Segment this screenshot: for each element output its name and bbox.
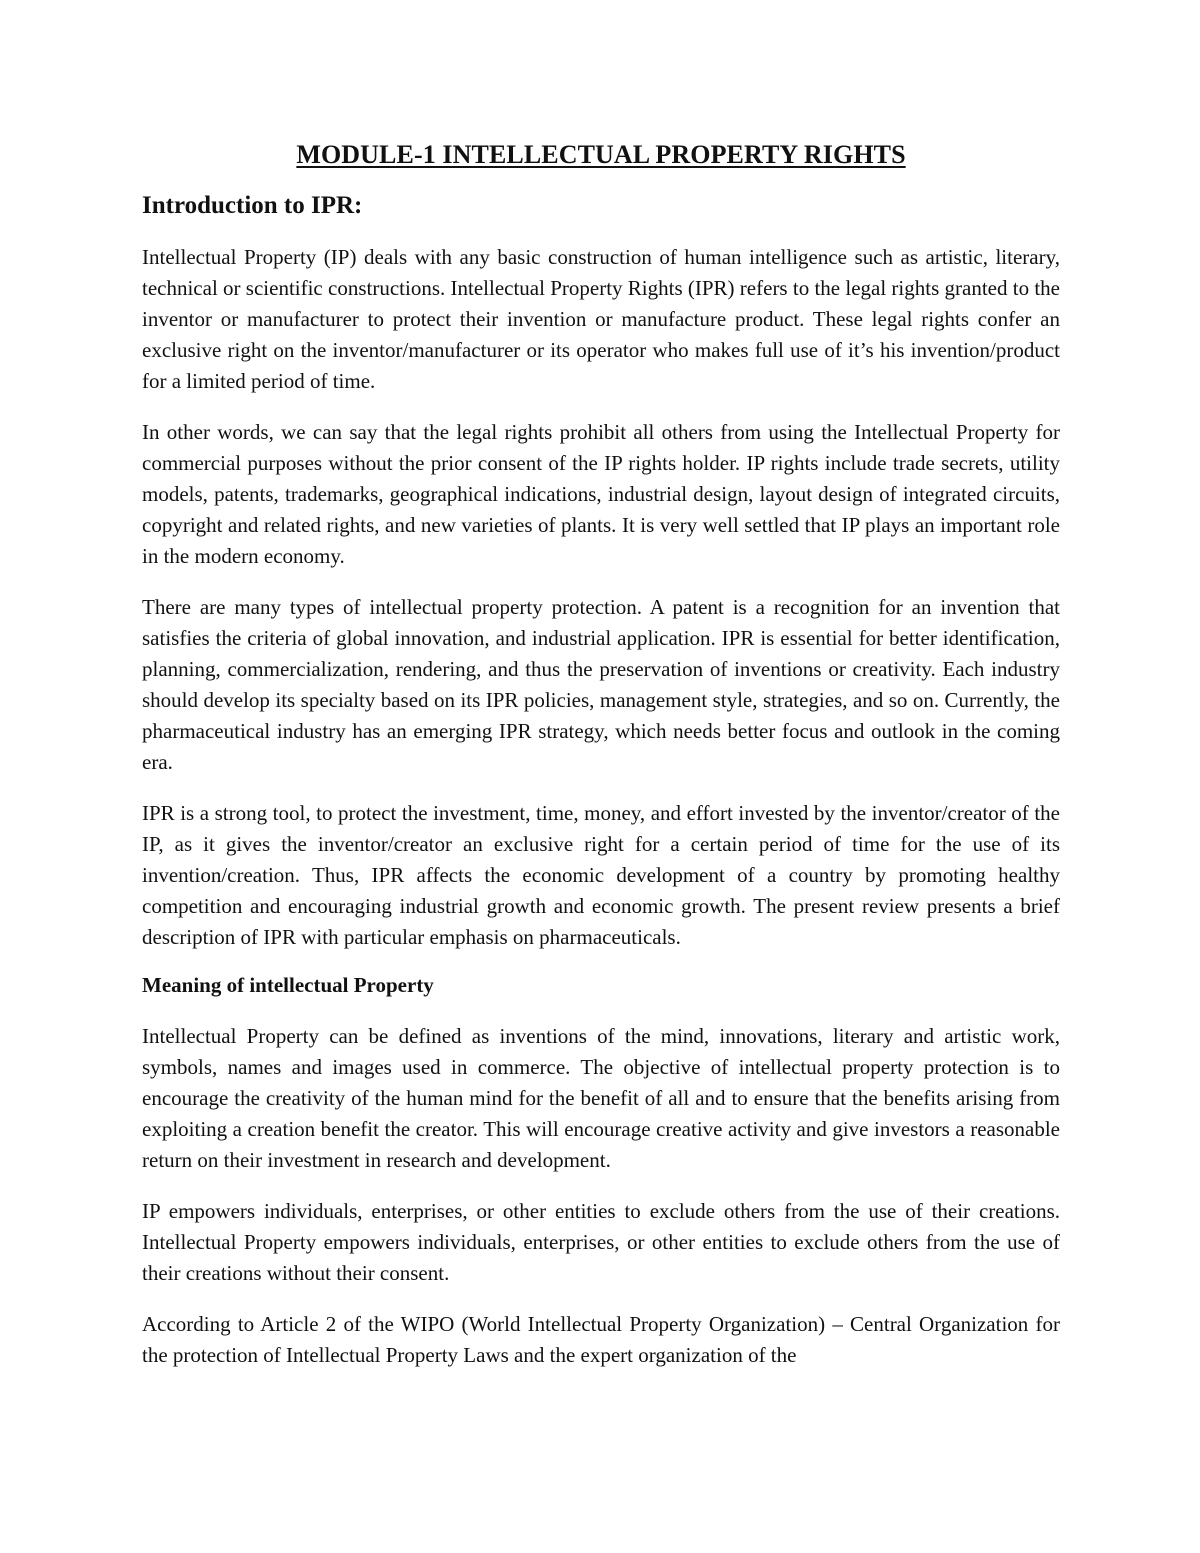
paragraph: Intellectual Property (IP) deals with any basic construction of human intelligence such as artistic, literary, technical or scientific constructions. Intellectual Property Rights (IPR) refers to the legal rights granted to the inventor or manufacturer to protect their invention or manufacture product. These legal rights confer an exclusive right on the inventor/manufacturer or its operator who makes full use of it’s his invention/product for a limited period of time. xyxy=(142,245,1060,393)
paragraph: According to Article 2 of the WIPO (World Intellectual Property Organization) – Central Organization for the protection of Intellectual Property Laws and the expert organization of the xyxy=(142,1312,1060,1367)
paragraph: In other words, we can say that the legal rights prohibit all others from using the Intellectual Property for commercial purposes without the prior consent of the IP rights holder. IP rights include trade secrets, utility models, patents, trademarks, geographical indications, industrial design, layout design of integrated circuits, copyright and related rights, and new varieties of plants. It is very well settled that IP plays an important role in the modern economy. xyxy=(142,420,1060,568)
section-heading-introduction: Introduction to IPR: xyxy=(142,192,363,219)
document-page xyxy=(142,140,1060,1371)
paragraph: There are many types of intellectual property protection. A patent is a recognition for an invention that satisfies the criteria of global innovation, and industrial application. IPR is essential for better identification, planning, commercialization, rendering, and thus the preservation of inventions or creativity. Each industry should develop its specialty based on its IPR policies, management style, strategies, and so on. Currently, the pharmaceutical industry has an emerging IPR strategy, which needs better focus and outlook in the coming era. xyxy=(142,595,1060,774)
document-title: MODULE-1 INTELLECTUAL PROPERTY RIGHTS xyxy=(296,140,906,169)
paragraph: Intellectual Property can be defined as inventions of the mind, innovations, literary and artistic work, symbols, names and images used in commerce. The objective of intellectual property protection is to encourage the creativity of the human mind for the benefit of all and to ensure that the benefits arising from exploiting a creation benefit the creator. This will encourage creative activity and give investors a reasonable return on their investment in research and development. xyxy=(142,1024,1060,1172)
paragraph: IP empowers individuals, enterprises, or other entities to exclude others from the use of their creations. Intellectual Property empowers individuals, enterprises, or other entities to exclude others from the use of their creations without their consent. xyxy=(142,1199,1060,1285)
sub-heading-meaning: Meaning of intellectual Property xyxy=(142,973,434,997)
paragraph: IPR is a strong tool, to protect the investment, time, money, and effort invested by the inventor/creator of the IP, as it gives the inventor/creator an exclusive right for a certain period of time for the use of its invention/creation. Thus, IPR affects the economic development of a country by promoting healthy competition and encouraging industrial growth and economic growth. The present review presents a brief description of IPR with particular emphasis on pharmaceuticals. xyxy=(142,801,1060,949)
